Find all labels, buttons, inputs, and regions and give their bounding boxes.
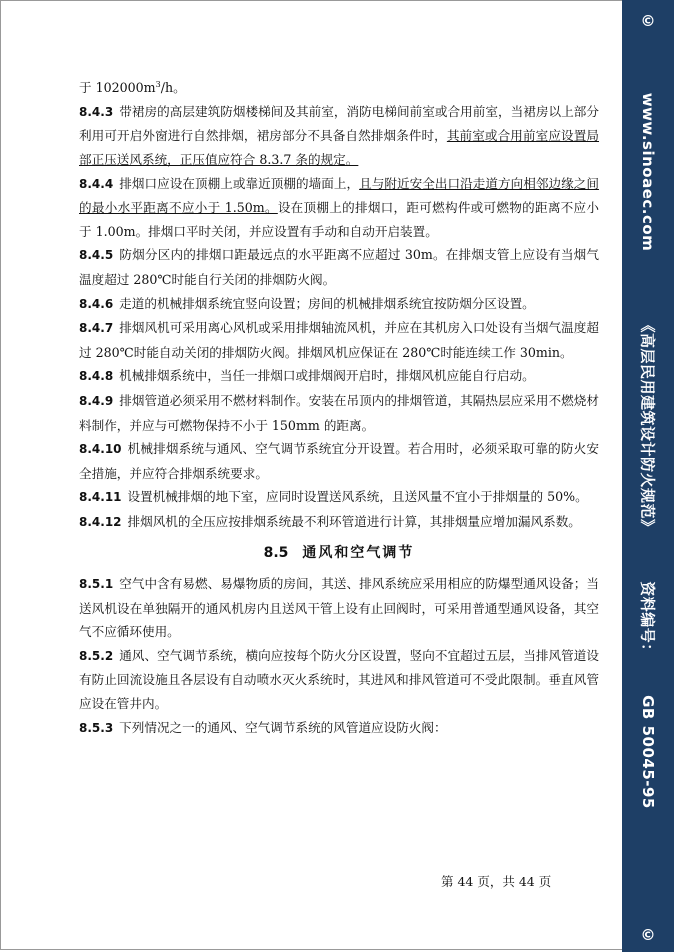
clause-number: 8.4.9 xyxy=(79,393,114,408)
clause-text: 设置机械排烟的地下室，应同时设置送风系统，且送风量不宜小于排烟量的 50%。 xyxy=(127,489,588,505)
clause-number: 8.4.4 xyxy=(79,176,114,191)
section-title: 通风和空气调节 xyxy=(302,545,415,562)
clause-number: 8.4.7 xyxy=(79,321,114,336)
clause-8-4 xyxy=(79,364,599,389)
doc-code: GB 50045-95 xyxy=(639,695,657,809)
copyright-top-icon: © xyxy=(640,12,656,30)
intro-line xyxy=(79,73,599,100)
document-body xyxy=(79,73,599,740)
clause-8-5 xyxy=(79,572,599,644)
clause-number: 8.4.11 xyxy=(79,490,122,505)
clause-8-4 xyxy=(79,100,599,172)
clause-text: 通风、空气调节系统，横向应按每个防火分区设置，竖向不宜超过五层，当排风管道设有防止回流设施且各层设有自动喷水灭火系统时，其进风和排风管道可不受此限制。垂直风管应设在管井内。 xyxy=(79,647,599,712)
intro-prefix: 于 102000m xyxy=(79,80,156,96)
clause-text: 走道的机械排烟系统宜竖向设置；房间的机械排烟系统宜按防烟分区设置。 xyxy=(119,295,535,311)
clause-number: 8.4.10 xyxy=(79,442,122,457)
clause-text: 机械排烟系统与通风、空气调节系统宜分开设置。若合用时，必须采取可靠的防火安全措施，并应符合排烟系统要求。 xyxy=(79,441,599,481)
clause-text: 机械排烟系统中，当任一排烟口或排烟阀开启时，排烟风机应能自行启动。 xyxy=(119,368,535,384)
clause-text-underlined: 且与附近安全出口沿走道方向相邻边缘之间的最小水平距离不应小于 1.50m。 xyxy=(79,175,600,216)
clause-text-underlined: 其前室或合用前室应设置局部正压送风系统，正压值应符合 8.3.7 条的规定。 xyxy=(79,128,600,167)
clause-number: 8.5.3 xyxy=(79,720,114,735)
clause-number: 8.4.5 xyxy=(79,248,114,263)
clause-text: 排烟口应设在顶棚上或靠近顶棚的墙面上， xyxy=(119,175,360,191)
clause-8-4 xyxy=(79,316,599,364)
clause-8-4 xyxy=(79,510,599,535)
clause-number: 8.5.2 xyxy=(79,648,114,663)
clause-8-4 xyxy=(79,243,599,291)
clause-text: 空气中含有易燃、易爆物质的房间，其送、排风系统应采用相应的防爆型通风设备；当送风机设在单独隔开的通风机房内且送风干管上设有止回阀时，可采用普通型通风设备，其空气不应循环使用。 xyxy=(79,576,599,640)
clause-8-4 xyxy=(79,485,599,510)
intro-suffix: /h。 xyxy=(160,80,186,96)
clause-text: 防烟分区内的排烟口距最远点的水平距离不应超过 30m。在排烟支管上应设有当烟气温度超过 280℃时能自行关闭的排烟防火阀。 xyxy=(79,247,599,287)
clause-list-8-5 xyxy=(79,572,599,740)
clause-number: 8.4.12 xyxy=(79,514,122,529)
clause-text: 排烟风机可采用离心风机或采用排烟轴流风机，并应在其机房入口处设有当烟气温度超过 280℃时能自动关闭的排烟防火阀。排烟风机应保证在 280℃时能连续工作 30min。 xyxy=(79,320,599,360)
clause-number: 8.4.6 xyxy=(79,296,114,311)
clause-list-8-4 xyxy=(79,100,599,535)
clause-number: 8.4.3 xyxy=(79,104,114,119)
clause-number: 8.4.8 xyxy=(79,369,114,384)
clause-8-4 xyxy=(79,172,599,244)
copyright-bottom-icon: © xyxy=(640,926,656,944)
intro-sup: 3 xyxy=(155,80,161,89)
clause-text-tail: 设在顶棚上的排烟口，距可燃构件或可燃物的距离不应小于 1.00m。排烟口平时关闭，并应设置有手动和自动开启装置。 xyxy=(79,200,599,239)
clause-text: 排烟风机的全压应按排烟系统最不利环管道进行计算，其排烟量应增加漏风系数。 xyxy=(127,513,581,529)
section-heading xyxy=(79,542,599,566)
clause-text: 下列情况之一的通风、空气调节系统的风管道应设防火阀： xyxy=(119,719,447,735)
sidebar-banner xyxy=(622,0,674,952)
clause-8-4 xyxy=(79,389,599,437)
clause-text: 带裙房的高层建筑防烟楼梯间及其前室，消防电梯间前室或合用前室，当裙房以上部分利用可开启外窗进行自然排烟，裙房部分不具备自然排烟条件时， xyxy=(79,103,599,144)
page-footer: 第 44 页，共 44 页 xyxy=(441,874,552,889)
doc-label: 资料编号： xyxy=(638,581,657,659)
clause-number: 8.5.1 xyxy=(79,577,114,592)
website-label: www.sinoaec.com xyxy=(639,92,657,252)
clause-8-4 xyxy=(79,437,599,485)
section-number: 8.5 xyxy=(263,545,289,562)
clause-8-5 xyxy=(79,716,599,741)
clause-text: 排烟管道必须采用不燃材料制作。安装在吊顶内的排烟管道，其隔热层应采用不燃烧材料制作，并应与可燃物保持不小于 150mm 的距离。 xyxy=(79,392,599,433)
clause-8-5 xyxy=(79,644,599,716)
book-title: 《高层民用建筑设计防火规范》 xyxy=(638,317,657,535)
clause-8-4 xyxy=(79,292,599,317)
